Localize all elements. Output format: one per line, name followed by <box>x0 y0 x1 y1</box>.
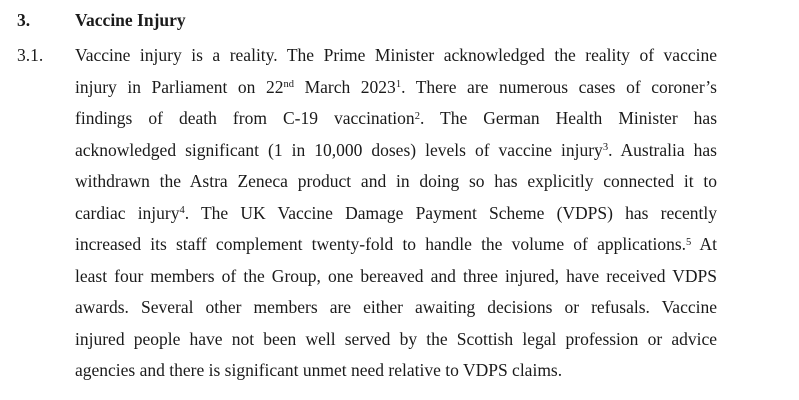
line-text: injured people have not been well served by the Scottish legal profession or advice <box>75 328 717 349</box>
section-title: Vaccine Injury <box>75 10 186 30</box>
paragraph-line <box>75 135 717 167</box>
line-text: agencies and there is significant unmet need relative to VDPS claims. <box>75 360 563 380</box>
paragraph-line <box>75 166 717 198</box>
line-text: findings of death from C-19 vaccination <box>75 108 415 128</box>
paragraph-line <box>75 198 717 230</box>
paragraph-line <box>75 72 717 104</box>
line-text: . There are numerous cases of coroner’s <box>401 76 717 97</box>
paragraph-number: 3.1. <box>17 45 44 65</box>
paragraph-line <box>75 324 717 356</box>
paragraph-line <box>75 40 717 72</box>
line-text: At <box>691 234 717 254</box>
line-text: . The UK Vaccine Damage Payment Scheme (VDPS) has recently <box>184 202 717 223</box>
footnote-marker: 5 <box>686 236 692 248</box>
footnote-marker: 4 <box>179 205 185 217</box>
line-text: least four members of the Group, one bereaved and three injured, have received VDPS <box>75 265 717 286</box>
paragraph-line <box>75 292 717 324</box>
line-text: . Australia has <box>608 139 717 160</box>
line-text: . The German Health Minister has <box>419 108 717 128</box>
paragraph-line <box>75 229 717 261</box>
line-text: injury in Parliament on 22 <box>75 76 284 97</box>
line-text: acknowledged significant (1 in 10,000 doses) levels of vaccine injury <box>75 139 603 160</box>
line-text: increased its staff complement twenty-fold to handle the volume of applications. <box>75 234 687 254</box>
line-text: withdrawn the Astra Zeneca product and in doing so has explicitly connected it to <box>75 171 717 191</box>
line-text: cardiac injury <box>75 202 180 223</box>
line-text: March 2023 <box>294 76 396 97</box>
superscript-ordinal: nd <box>283 79 294 91</box>
paragraph-line <box>75 261 717 293</box>
paragraph-line <box>75 103 717 135</box>
section-number: 3. <box>17 10 31 30</box>
footnote-marker: 1 <box>395 79 402 91</box>
paragraph-body <box>75 40 717 387</box>
line-text: Vaccine injury is a reality. The Prime Minister acknowledged the reality of vaccine <box>75 45 717 65</box>
paragraph-line-last <box>75 355 717 387</box>
line-text: awards. Several other members are either awaiting decisions or refusals. Vaccine <box>75 297 717 317</box>
footnote-marker: 2 <box>414 110 420 122</box>
footnote-marker: 3 <box>602 142 609 154</box>
section-heading <box>0 6 799 34</box>
